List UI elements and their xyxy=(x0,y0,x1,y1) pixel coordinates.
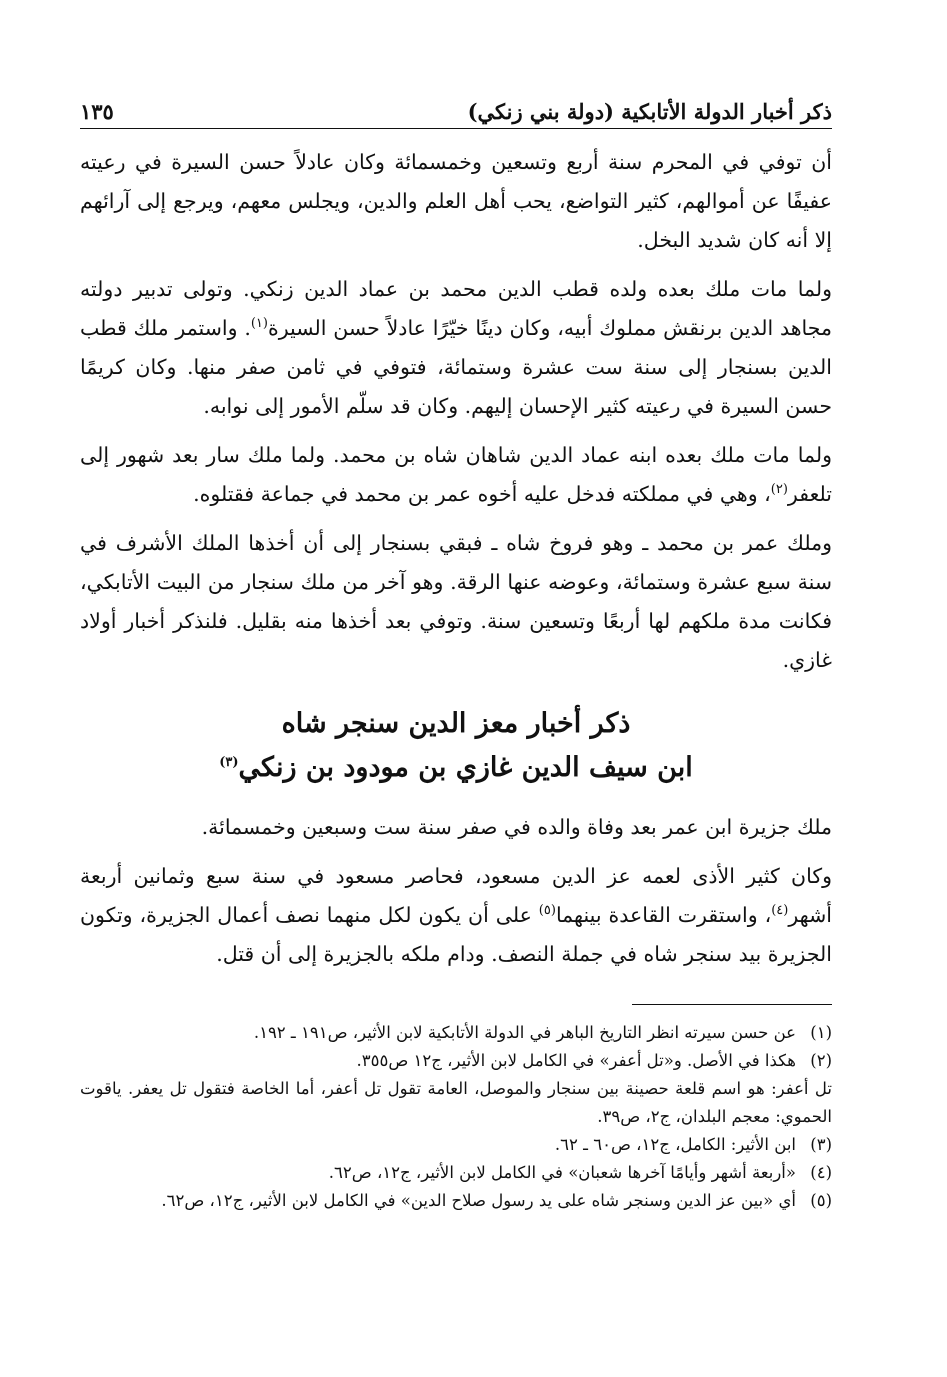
running-title: ذكر أخبار الدولة الأتابكية (دولة بني زنكي) xyxy=(467,99,832,124)
section-heading-line-2: ابن سيف الدين غازي بن مودود بن زنكي xyxy=(238,752,693,783)
paragraph-1-text: أن توفي في المحرم سنة أربع وتسعين وخمسمائة وكان عادلاً حسن السيرة في رعيته عفيفًا عن أموالهم، كثير التواضع، يحب أهل العلم والدين، ويجلس معهم، ويرجع إلى آرائهم إلا أنه كان شديد البخل. xyxy=(80,150,832,252)
footnote-number: (١) xyxy=(810,1023,832,1042)
footnote-number: (٥) xyxy=(810,1191,832,1210)
footnote-ref-2[interactable]: (٢) xyxy=(770,482,788,498)
footnote-divider xyxy=(632,1004,832,1005)
page-number: ١٣٥ xyxy=(80,99,114,124)
body-text xyxy=(80,143,832,974)
footnote-text: عن حسن سيرته انظر التاريخ الباهر في الدولة الأتابكية لابن الأثير، ص١٩١ ـ ١٩٢. xyxy=(253,1023,796,1042)
footnote-4 xyxy=(80,1159,832,1187)
paragraph-2-text-b: . واستمر ملك قطب الدين بسنجار إلى سنة ست عشرة وستمائة، فتوفي في ثامن صفر منها. وكان كريمًا حسن السيرة في رعيته كثير الإحسان إليهم. وكان قد سلّم الأمور إلى نوابه. xyxy=(80,316,832,418)
footnote-text: أي «بين عز الدين وسنجر شاه على يد رسول صلاح الدين» في الكامل لابن الأثير، ج١٢، ص٦٢. xyxy=(161,1191,796,1210)
paragraph-3-text-b: ، وهي في مملكته فدخل عليه أخوه عمر بن محمد في جماعة فقتلوه. xyxy=(193,482,771,506)
footnote-5 xyxy=(80,1187,832,1215)
footnote-number: (٣) xyxy=(810,1135,832,1154)
section-paragraph-2-text-b: ، واستقرت القاعدة بينهما xyxy=(555,903,772,927)
footnote-text: «أربعة أشهر وأيامًا آخرها شعبان» في الكامل لابن الأثير، ج١٢، ص٦٢. xyxy=(328,1163,796,1182)
section-paragraph-2 xyxy=(80,857,832,974)
paragraph-2-text-a: ولما مات ملك بعده ولده قطب الدين محمد بن عماد الدين زنكي. وتولى تدبير دولته مجاهد الدين برنقش مملوك أبيه، وكان دينًا خيّرًا عادلاً حسن السيرة xyxy=(80,277,832,340)
paragraph-3 xyxy=(80,436,832,514)
section-heading-line-1: ذكر أخبار معز الدين سنجر شاه xyxy=(281,708,631,739)
footnotes xyxy=(80,1019,832,1215)
section-paragraph-1 xyxy=(80,808,832,847)
footnote-2 xyxy=(80,1047,832,1075)
section-heading-line-2-wrap xyxy=(80,746,832,790)
footnote-text: ابن الأثير: الكامل، ج١٢، ص٦٠ ـ ٦٢. xyxy=(554,1135,796,1154)
paragraph-2 xyxy=(80,270,832,426)
paragraph-3-text-a: ولما مات ملك بعده ابنه عماد الدين شاهان شاه بن محمد. ولما ملك سار بعد شهور إلى تلعفر xyxy=(80,443,832,506)
book-page xyxy=(80,88,832,1215)
paragraph-4-text: وملك عمر بن محمد ـ وهو فروخ شاه ـ فبقي بسنجار إلى أن أخذها الملك الأشرف في سنة سبع عشرة وستمائة، وعوضه عنها الرقة. وهو آخر من ملك سنجار من البيت الأتابكي، فكانت مدة ملكهم لها أربعًا وتسعين سنة. وتوفي بعد أخذها منه بقليل. فلنذكر أخبار أولاد غازي. xyxy=(80,531,832,672)
footnote-text: هكذا في الأصل. و«تل أعفر» في الكامل لابن الأثير، ج١٢ ص٣٥٥. xyxy=(356,1051,796,1070)
footnote-1 xyxy=(80,1019,832,1047)
footnote-ref-3[interactable]: (٣) xyxy=(219,755,239,770)
footnote-2-continuation: تل أعفر: هو اسم قلعة حصينة بين سنجار والموصل، العامة تقول تل أعفر، أما الخاصة فتقول تل يعفر. ياقوت الحموي: معجم البلدان، ج٢، ص٣٩. xyxy=(80,1079,832,1126)
footnote-number: (٤) xyxy=(810,1163,832,1182)
running-header xyxy=(80,88,832,129)
footnote-3 xyxy=(80,1131,832,1159)
paragraph-4 xyxy=(80,524,832,680)
section-heading xyxy=(80,702,832,790)
footnote-ref-1[interactable]: (١) xyxy=(250,316,268,332)
section-paragraph-2-text-c: على أن يكون لكل منهما نصف أعمال الجزيرة، وتكون الجزيرة بيد سنجر شاه في جملة النصف. ودام ملكه بالجزيرة إلى أن قتل. xyxy=(80,903,832,966)
footnote-ref-5[interactable]: (٥) xyxy=(538,903,556,919)
footnote-number: (٢) xyxy=(810,1051,832,1070)
paragraph-1 xyxy=(80,143,832,260)
footnote-ref-4[interactable]: (٤) xyxy=(771,903,789,919)
section-paragraph-1-text: ملك جزيرة ابن عمر بعد وفاة والده في صفر سنة ست وسبعين وخمسمائة. xyxy=(201,815,832,839)
section-paragraph-2-text-a: وكان كثير الأذى لعمه عز الدين مسعود، فحاصر مسعود في سنة سبع وثمانين أربعة أشهر xyxy=(80,864,832,927)
